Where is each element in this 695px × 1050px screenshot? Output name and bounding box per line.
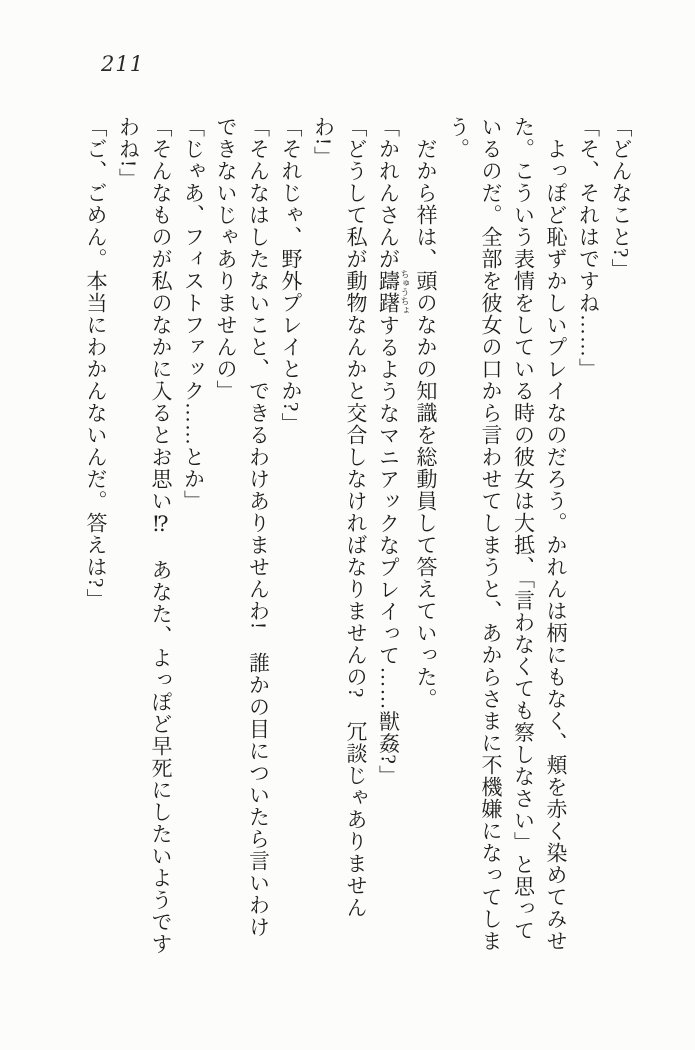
text-column-9 [340, 116, 373, 948]
text-column-1 [605, 116, 638, 948]
text-run: だから祥は、頭のなかの知識を総動員して答えていった。 [414, 116, 438, 710]
text-column-13 [210, 116, 243, 948]
text-column-17 [80, 116, 113, 948]
text-column-4 [507, 116, 540, 948]
text-column-8 [372, 116, 410, 948]
text-run: 「それじゃ、野外プレイとか?」 [279, 116, 303, 435]
text-run: できないじゃありませんの」 [214, 116, 238, 402]
page-text [80, 116, 638, 955]
text-run: う。 [446, 116, 471, 160]
text-column-16 [112, 116, 145, 948]
text-column-10 [307, 116, 340, 948]
text-column-6 [442, 116, 475, 948]
text-run: 「そ、それはですね……」 [576, 116, 601, 380]
text-run: 「どうして私が動物なんかと交合しなければなりませんの? 冗談じゃありません [344, 116, 368, 919]
text-run: するようなマニアックなプレイって……獣姦?」 [376, 314, 401, 787]
text-run: わ!」 [311, 116, 336, 168]
text-column-3 [540, 116, 573, 952]
text-run: いるのだ。全部を彼女の口から言わせてしまうと、あからさまに不機嫌になってしま [479, 116, 503, 952]
text-column-11 [275, 116, 308, 948]
text-column-12 [242, 116, 275, 948]
text-run: わね!」 [116, 116, 141, 190]
text-run: 「じゃあ、フィストファック……とか」 [181, 116, 206, 512]
ruby-furigana: ちゅうちょ [399, 269, 410, 315]
text-run: よっぽど恥ずかしいプレイなのだろう。かれんは柄にもなく、頬を赤く染めてみせ [544, 116, 568, 952]
ruby-base-text: 躊躇 [376, 269, 401, 315]
text-run: た。こういう表情をしている時の彼女は大抵、「言わなくても察しなさい」と思って [511, 116, 536, 942]
text-column-2 [572, 116, 605, 948]
text-column-14 [177, 116, 210, 948]
text-column-7 [410, 116, 443, 948]
text-run: 「そんなはしたないこと、できるわけありませんわ! 誰かの目についたら言いわけ [246, 116, 271, 938]
text-run: 「かれんさんが [376, 116, 401, 270]
text-column-15 [145, 116, 178, 955]
page-number: 211 [101, 52, 145, 76]
text-run: 「そんなものが私のなかに入るとお思い⁉ あなた、よっぽど早死にしたいようです [149, 116, 173, 955]
ruby-annotated-word [376, 269, 410, 315]
text-column-5 [475, 116, 508, 952]
text-run: 「ご、ごめん。本当にわかんないんだ。答えは?」 [84, 116, 108, 611]
text-run: 「どんなこと?」 [609, 116, 633, 281]
